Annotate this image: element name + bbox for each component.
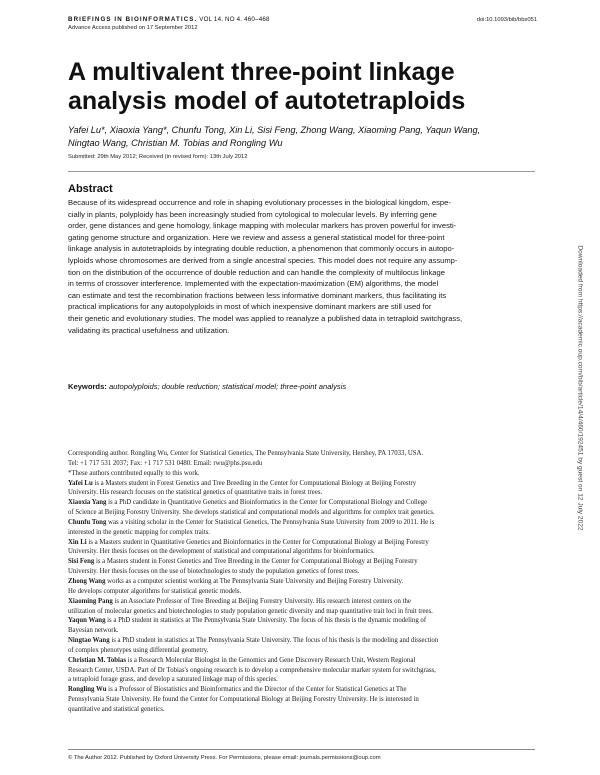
- note-line: [68, 705, 538, 715]
- note-text: was a visiting scholar in the Center for Statistical Genetics, The Pennsylvania State University from 2009 to 2011. He is: [106, 518, 435, 526]
- author-list: [68, 124, 538, 150]
- note-text: *These authors contributed equally to this work.: [68, 469, 200, 477]
- note-line: [68, 469, 538, 479]
- volume-info: VOL 14. NO 4. 460–468: [199, 16, 270, 23]
- abstract-line: linkage analysis in autotetraploids by integrating double reduction, a phenomenon that commonly occurs in autopo-: [68, 244, 455, 254]
- abstract-line: Because of its widespread occurrence and role in shaping evolutionary processes in the biological kingdom, espe-: [68, 198, 451, 207]
- note-author-name: Xiaoming Pang: [68, 597, 113, 605]
- note-author-name: Zhong Wang: [68, 577, 106, 585]
- note-line: [68, 518, 538, 528]
- abstract-line: lyploids whose chromosomes are derived from a single ancestral species. This model does not require any assump-: [68, 255, 458, 265]
- submission-dates: Submitted: 29th May 2012; Received (in revised form): 13th July 2012: [68, 154, 248, 160]
- note-line: [68, 626, 538, 636]
- note-line: [68, 557, 538, 567]
- abstract-line: cially in plants, polyploidy has been increasingly studied from cytological to molecular levels. By inferring gene: [68, 209, 437, 219]
- note-text: of complex phenotypes using differential geometry.: [68, 646, 209, 654]
- note-line: [68, 538, 538, 548]
- note-text: University. Her thesis focuses on the development of statistical and computational algorithms for bioinformatics.: [68, 548, 375, 556]
- author-line: Ningtao Wang, Christian M. Tobias and Rongling Wu: [68, 138, 283, 148]
- note-text: of Science at Beijing Forestry University. She develops statistical and computational models and algorithms for complex trait genetics.: [68, 509, 435, 517]
- note-text: is a Masters student in Forest Genetics and Tree Breeding in the Center for Computational Biology at Beijing Forestry: [92, 479, 417, 487]
- note-author-name: Xin Li: [68, 538, 87, 546]
- note-line: [68, 498, 538, 508]
- note-text: He develops computer algorithms for statistical genetic models.: [68, 587, 242, 595]
- title-line: A multivalent three-point linkage: [68, 58, 455, 86]
- journal-header: [68, 16, 270, 23]
- note-line: [68, 675, 538, 685]
- note-line: [68, 449, 538, 459]
- copyright-footer: © The Author 2012. Published by Oxford University Press. For Permissions, please email: journals.permissions@oup.com: [68, 755, 381, 761]
- note-text: is an Associate Professor of Tree Breeding at Beijing Forestry University. His research interest centers on the: [112, 597, 411, 605]
- note-author-name: Yaqun Wang: [68, 617, 106, 625]
- note-line: [68, 567, 538, 577]
- note-line: [68, 695, 538, 705]
- doi: doi:10.1093/bib/bbs051: [476, 17, 537, 23]
- abstract-line: gating genome structure and organization. Here we review and assess a general statistical model for three-point: [68, 232, 445, 242]
- advance-access: Advance Access published on 17 September 2012: [68, 25, 198, 31]
- note-text: Bayesian network.: [68, 627, 119, 635]
- note-text: a tetraploid forage grass, and develop a saturated linkage map of this species.: [68, 676, 278, 684]
- note-line: [68, 587, 538, 597]
- note-text: is a PhD candidate in Quantitative Genetics and Bioinformatics in the Center for Computational Biology and College: [106, 499, 428, 507]
- note-author-name: Christian M. Tobias: [68, 656, 126, 664]
- note-text: University. His research focuses on the statistical genetics of quantitative traits in forest trees.: [68, 489, 323, 497]
- note-line: [68, 607, 538, 617]
- abstract-line: validating its practical usefulness and utilization.: [68, 325, 230, 335]
- note-author-name: Ningtao Wang: [68, 637, 110, 645]
- note-line: [68, 616, 538, 626]
- note-text: is a PhD student in statistics at The Pennsylvania State University. The focus of his thesis is the modeling and dissection: [109, 637, 439, 645]
- abstract-line: order, gene distances and gene homology, linkage mapping with molecular markers has proven powerful for investi-: [68, 221, 457, 231]
- note-line: [68, 636, 538, 646]
- note-author-name: Yafei Lu: [68, 479, 93, 487]
- footer-divider: [68, 749, 535, 750]
- note-line: [68, 459, 538, 469]
- note-line: [68, 488, 538, 498]
- abstract-body: [68, 197, 538, 336]
- article-title: [68, 58, 538, 116]
- note-text: works as a computer scientist working at The Pennsylvania State University and Beijing Forestry University.: [105, 577, 404, 585]
- note-text: Tel: +1 717 531 2037; Fax: +1 717 531 0480. Email: rwu@phs.psu.edu: [68, 459, 263, 467]
- note-line: [68, 577, 538, 587]
- note-author-name: Xiaoxia Yang: [68, 499, 107, 507]
- abstract-line: practical implications for any autopolyploids in most of which inexpensive dominant markers are still used for: [68, 302, 432, 312]
- download-stamp-text: Downloaded from https://academic.oup.com/bib/article/14/4/460/192451 by guest on 12 July 2022: [576, 245, 584, 531]
- divider: [68, 171, 535, 172]
- keywords: [68, 382, 346, 391]
- keywords-list: autopolyploids; double reduction; statistical model; three-point analysis: [108, 382, 347, 391]
- note-text: is a Research Molecular Biologist in the Genomics and Gene Discovery Research Unit, Western Regional: [125, 656, 416, 664]
- note-text: is a Masters student in Forest Genetics and Tree Breeding in the Center for Computational Biology at Beijing Forestry: [94, 558, 418, 566]
- note-line: [68, 685, 538, 695]
- abstract-line: can estimate and test the recombination fractions between less informative dominant markers, thus facilitating its: [68, 290, 447, 300]
- note-line: [68, 528, 538, 538]
- abstract-line: tion on the distribution of the occurrence of double reduction and can handle the complexity of multilocus linkage: [68, 267, 445, 277]
- abstract-line: their genetic and evolutionary studies. The model was applied to reanalyze a published data in tetraploid switchgrass,: [68, 313, 463, 323]
- note-line: [68, 479, 538, 489]
- abstract-line: in terms of crossover interference. Implemented with the expectation-maximization (EM) algorithms, the model: [68, 279, 439, 289]
- note-author-name: Chunfu Tong: [68, 518, 107, 526]
- title-line: analysis model of autotetraploids: [68, 87, 466, 115]
- note-author-name: Sisi Feng: [68, 558, 95, 566]
- note-line: [68, 508, 538, 518]
- abstract-heading: Abstract: [68, 183, 113, 195]
- note-text: interested in the genetic mapping for complex traits.: [68, 528, 210, 536]
- note-text: Corresponding author. Rongling Wu, Center for Statistical Genetics, The Pennsylvania State University, Hershey, PA 17033, USA.: [68, 450, 424, 457]
- note-text: utilization of molecular genetics and biotechnologies to study population genetic diversity and map quantitative trait loci in fruit trees.: [68, 607, 433, 615]
- note-text: Pennsylvania State University. He found the Center for Computational Biology at Beijing Forestry University. He is interested in: [68, 696, 419, 704]
- note-author-name: Rongling Wu: [68, 686, 107, 694]
- note-line: [68, 656, 538, 666]
- note-line: [68, 597, 538, 607]
- note-text: is a Masters student in Quantitative Genetics and Bioinformatics in the Center for Computational Biology at Beijing Forestry: [86, 538, 429, 546]
- journal-name: BRIEFINGS IN BIOINFORMATICS.: [68, 16, 198, 23]
- keywords-label: Keywords:: [68, 382, 107, 391]
- author-notes: [68, 449, 538, 715]
- note-text: University. Her thesis focuses on the use of biotechnologies to study the population genetics of forest trees.: [68, 568, 360, 576]
- note-text: quantitative and statistical genetics.: [68, 705, 165, 713]
- author-line: Yafei Lu*, Xiaoxia Yang*, Chunfu Tong, Xin Li, Sisi Feng, Zhong Wang, Xiaoming Pang, Yaqun Wang,: [68, 125, 481, 135]
- note-text: is a Professor of Biostatistics and Bioinformatics and the Director of the Center for Statistical Genetics at The: [106, 686, 407, 694]
- note-line: [68, 547, 538, 557]
- note-text: Research Center, USDA. Part of Dr Tobias's ongoing research is to develop a comprehensive molecular marker system for switchgrass,: [68, 666, 436, 674]
- note-line: [68, 646, 538, 656]
- note-text: is a PhD student in statistics at The Pennsylvania State University. The focus of his thesis is the dynamic modeling of: [105, 617, 427, 625]
- note-line: [68, 666, 538, 676]
